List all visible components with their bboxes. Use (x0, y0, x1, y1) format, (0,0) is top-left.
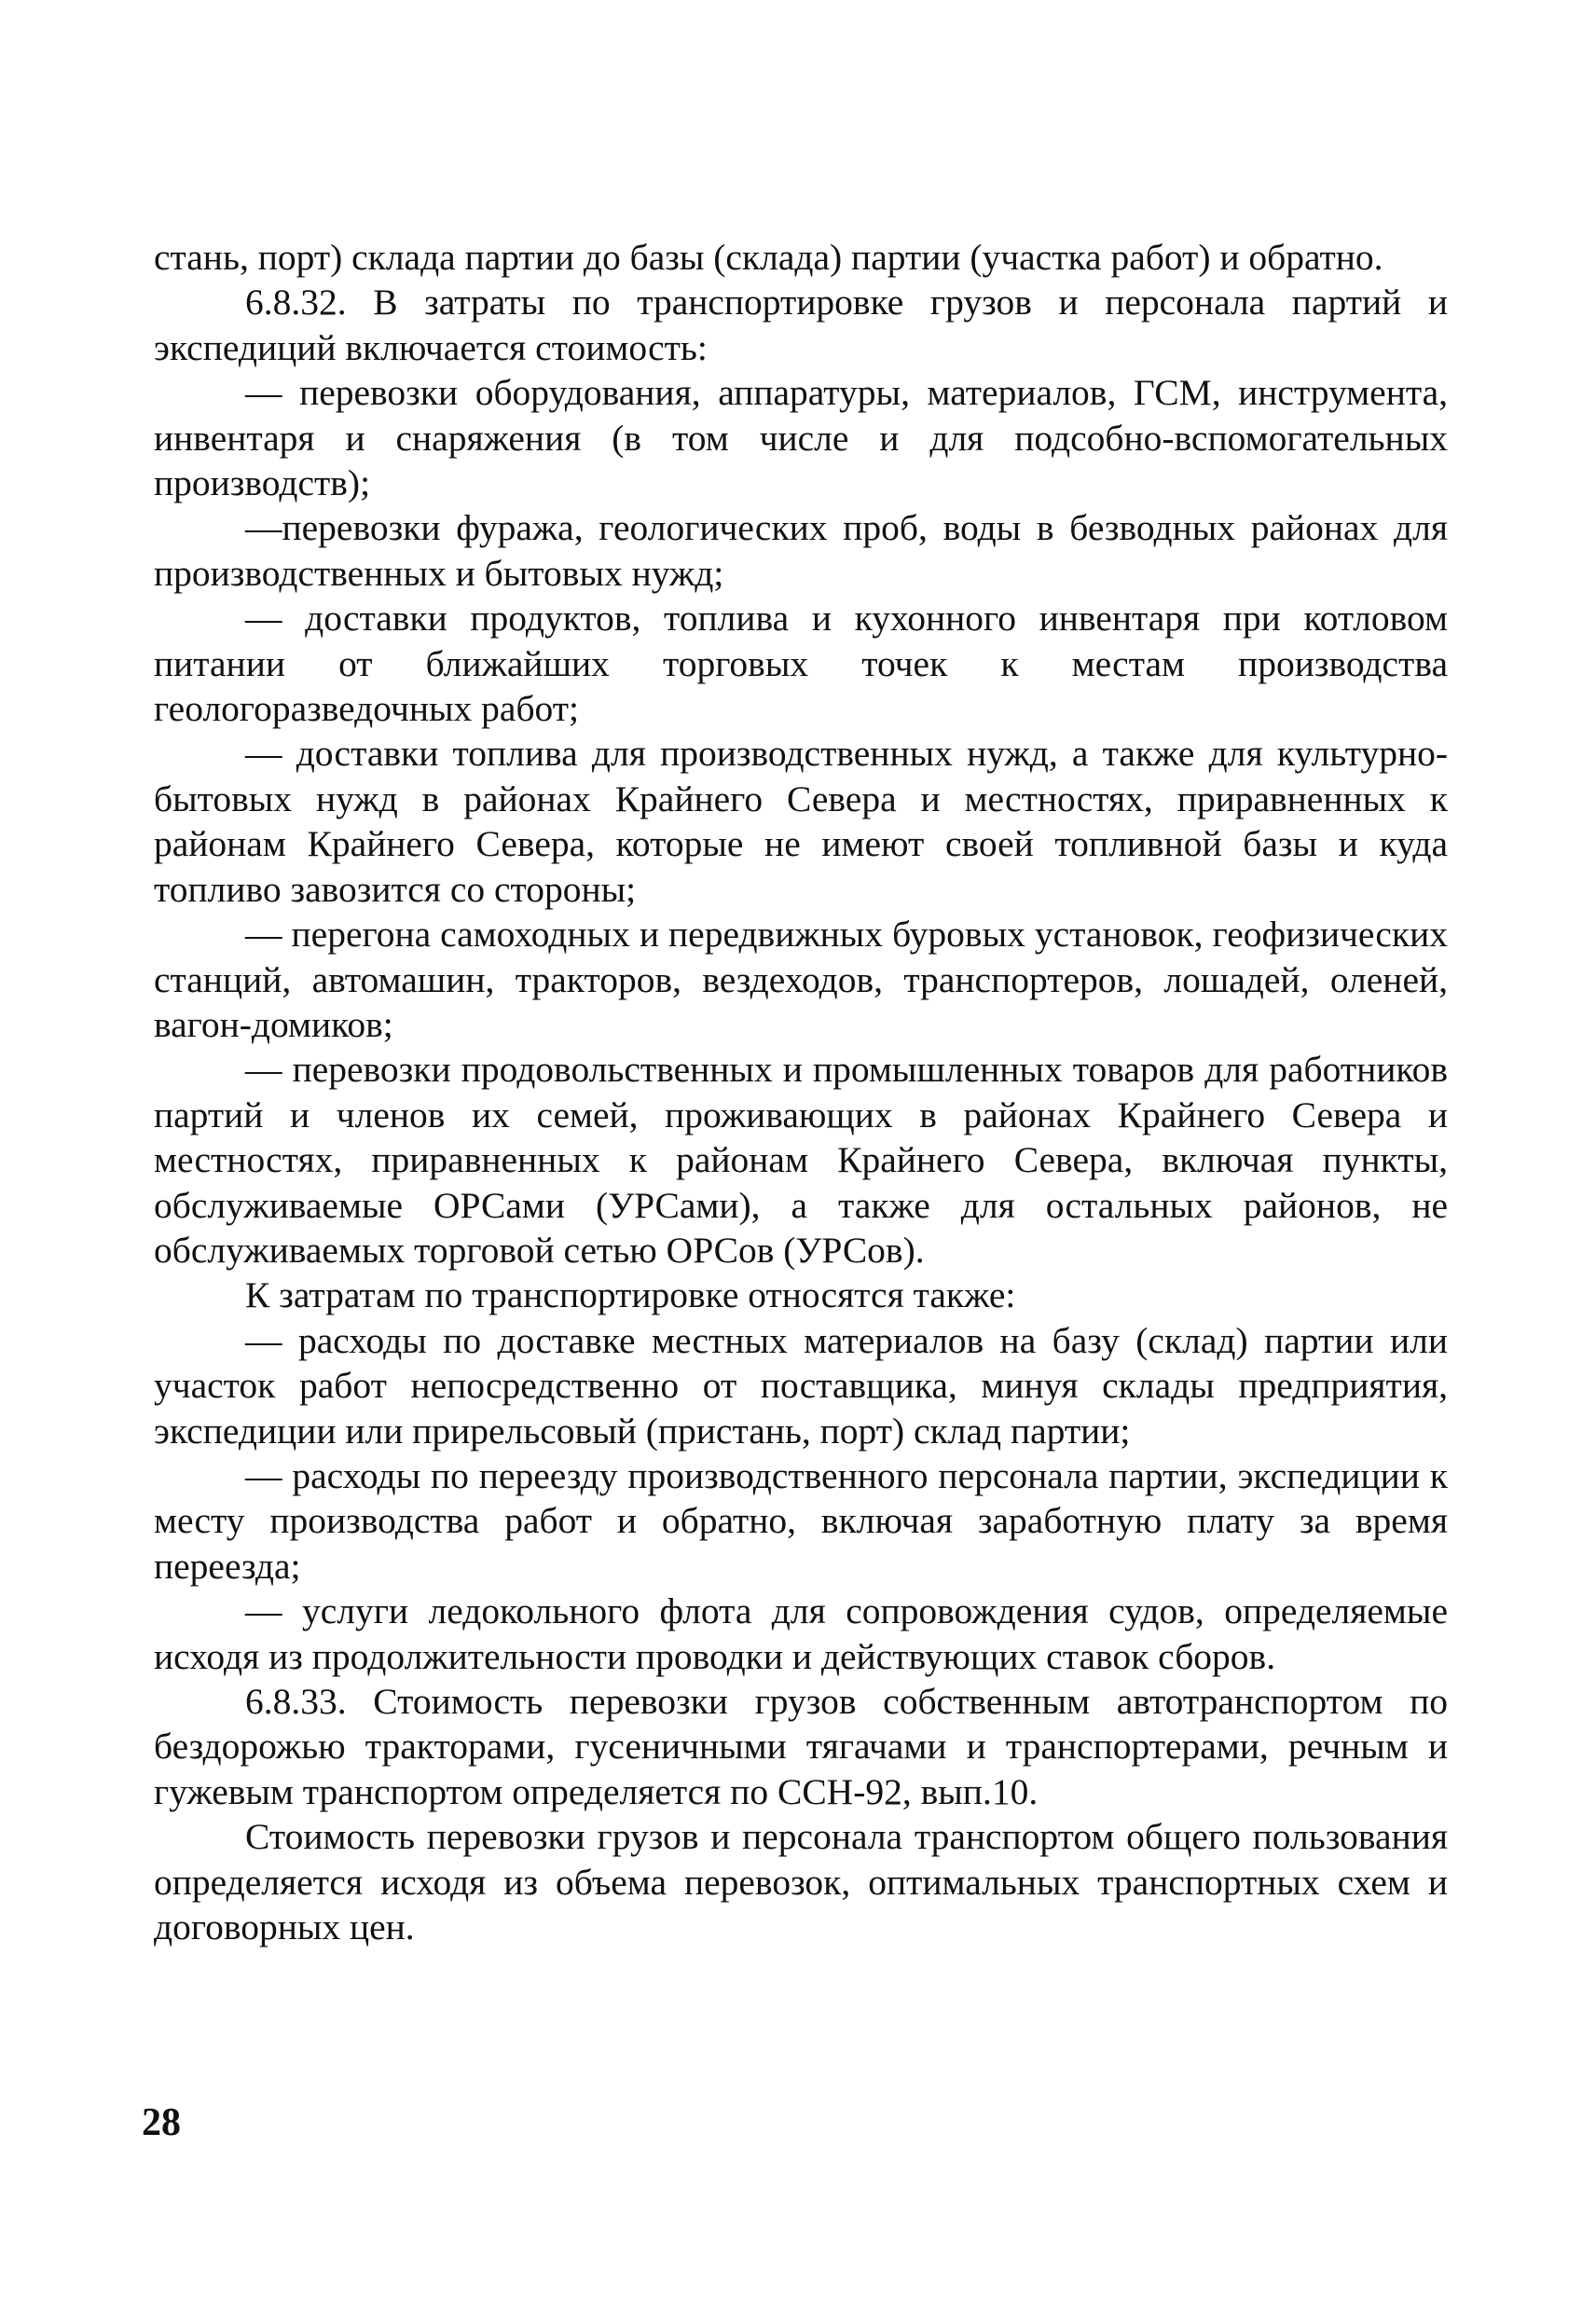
list-item-icebreaker-services: — услуги ледокольного флота для сопровождения судов, определяемые исходя из продолжительности проводки и действующих ставок сборов. (154, 1590, 1448, 1677)
list-item-personnel-relocation: — расходы по переезду производственного персонала партии, экспедиции к месту производства работ и обратно, включая заработную плату за время переезда; (154, 1454, 1448, 1587)
list-item-food-delivery: — доставки продуктов, топлива и кухонного инвентаря при котловом питании от ближайших торговых точек к местам производства геологоразведочных работ; (154, 598, 1448, 730)
paragraph-6-8-32: 6.8.32. В затраты по транспортировке грузов и персонала партий и экспедиций включается стоимость: (154, 282, 1448, 368)
list-item-local-materials: — расходы по доставке местных материалов на базу (склад) партии или участок работ непосредственно от поставщика, минуя склады предприятия, экспедиции или прирельсовый (пристань, порт) склад партии; (154, 1319, 1448, 1452)
list-item-goods-transport: — перевозки продовольственных и промышленных товаров для работников партий и членов их семей, проживающих в районах Крайнего Севера и местностях, приравненных к районам Крайнего Севера, включая пункты, обслуживаемые ОРСами (УРСами), а также для остальных районов, не обслуживаемых торговой сетью ОРСов (УРСов). (154, 1049, 1448, 1271)
paragraph-6-8-33: 6.8.33. Стоимость перевозки грузов собственным автотранспортом по бездорожью тракторами, гусеничными тягачами и транспортерами, речным и гужевым транспортом определяется по ССН-92, вып.10. (154, 1681, 1448, 1812)
list-item-fuel-delivery: — доставки топлива для производственных нужд, а также для культурно-бытовых нужд в районах Крайнего Севера и местностях, приравненных к районам Крайнего Севера, которые не имеют своей топливной базы и куда топливо завозится со стороны; (154, 733, 1448, 910)
paragraph-continuation: стань, порт) склада партии до базы (склада) партии (участка работ) и обратно. (154, 237, 1383, 278)
paragraph-public-transport: Стоимость перевозки грузов и персонала транспортом общего пользования определяется исходя из объема перевозок, оптимальных транспортных схем и договорных цен. (154, 1816, 1448, 1948)
list-item-rig-relocation: — перегона самоходных и передвижных буровых установок, геофизических станций, автомашин, тракторов, вездеходов, транспортеров, лошадей, оленей, вагон-домиков; (154, 914, 1448, 1045)
paragraph-also-included: К затратам по транспортировке относятся также: (245, 1274, 1016, 1316)
list-item-equipment-transport: — перевозки оборудования, аппаратуры, материалов, ГСМ, инструмента, инвентаря и снаряжения (в том числе и для подсобно-вспомогательных производств); (154, 372, 1448, 504)
document-body (154, 235, 1448, 1949)
list-item-fodder-transport: —перевозки фуража, геологических проб, воды в безводных районах для производственных и бытовых нужд; (154, 507, 1448, 594)
page-number: 28 (142, 2101, 181, 2144)
